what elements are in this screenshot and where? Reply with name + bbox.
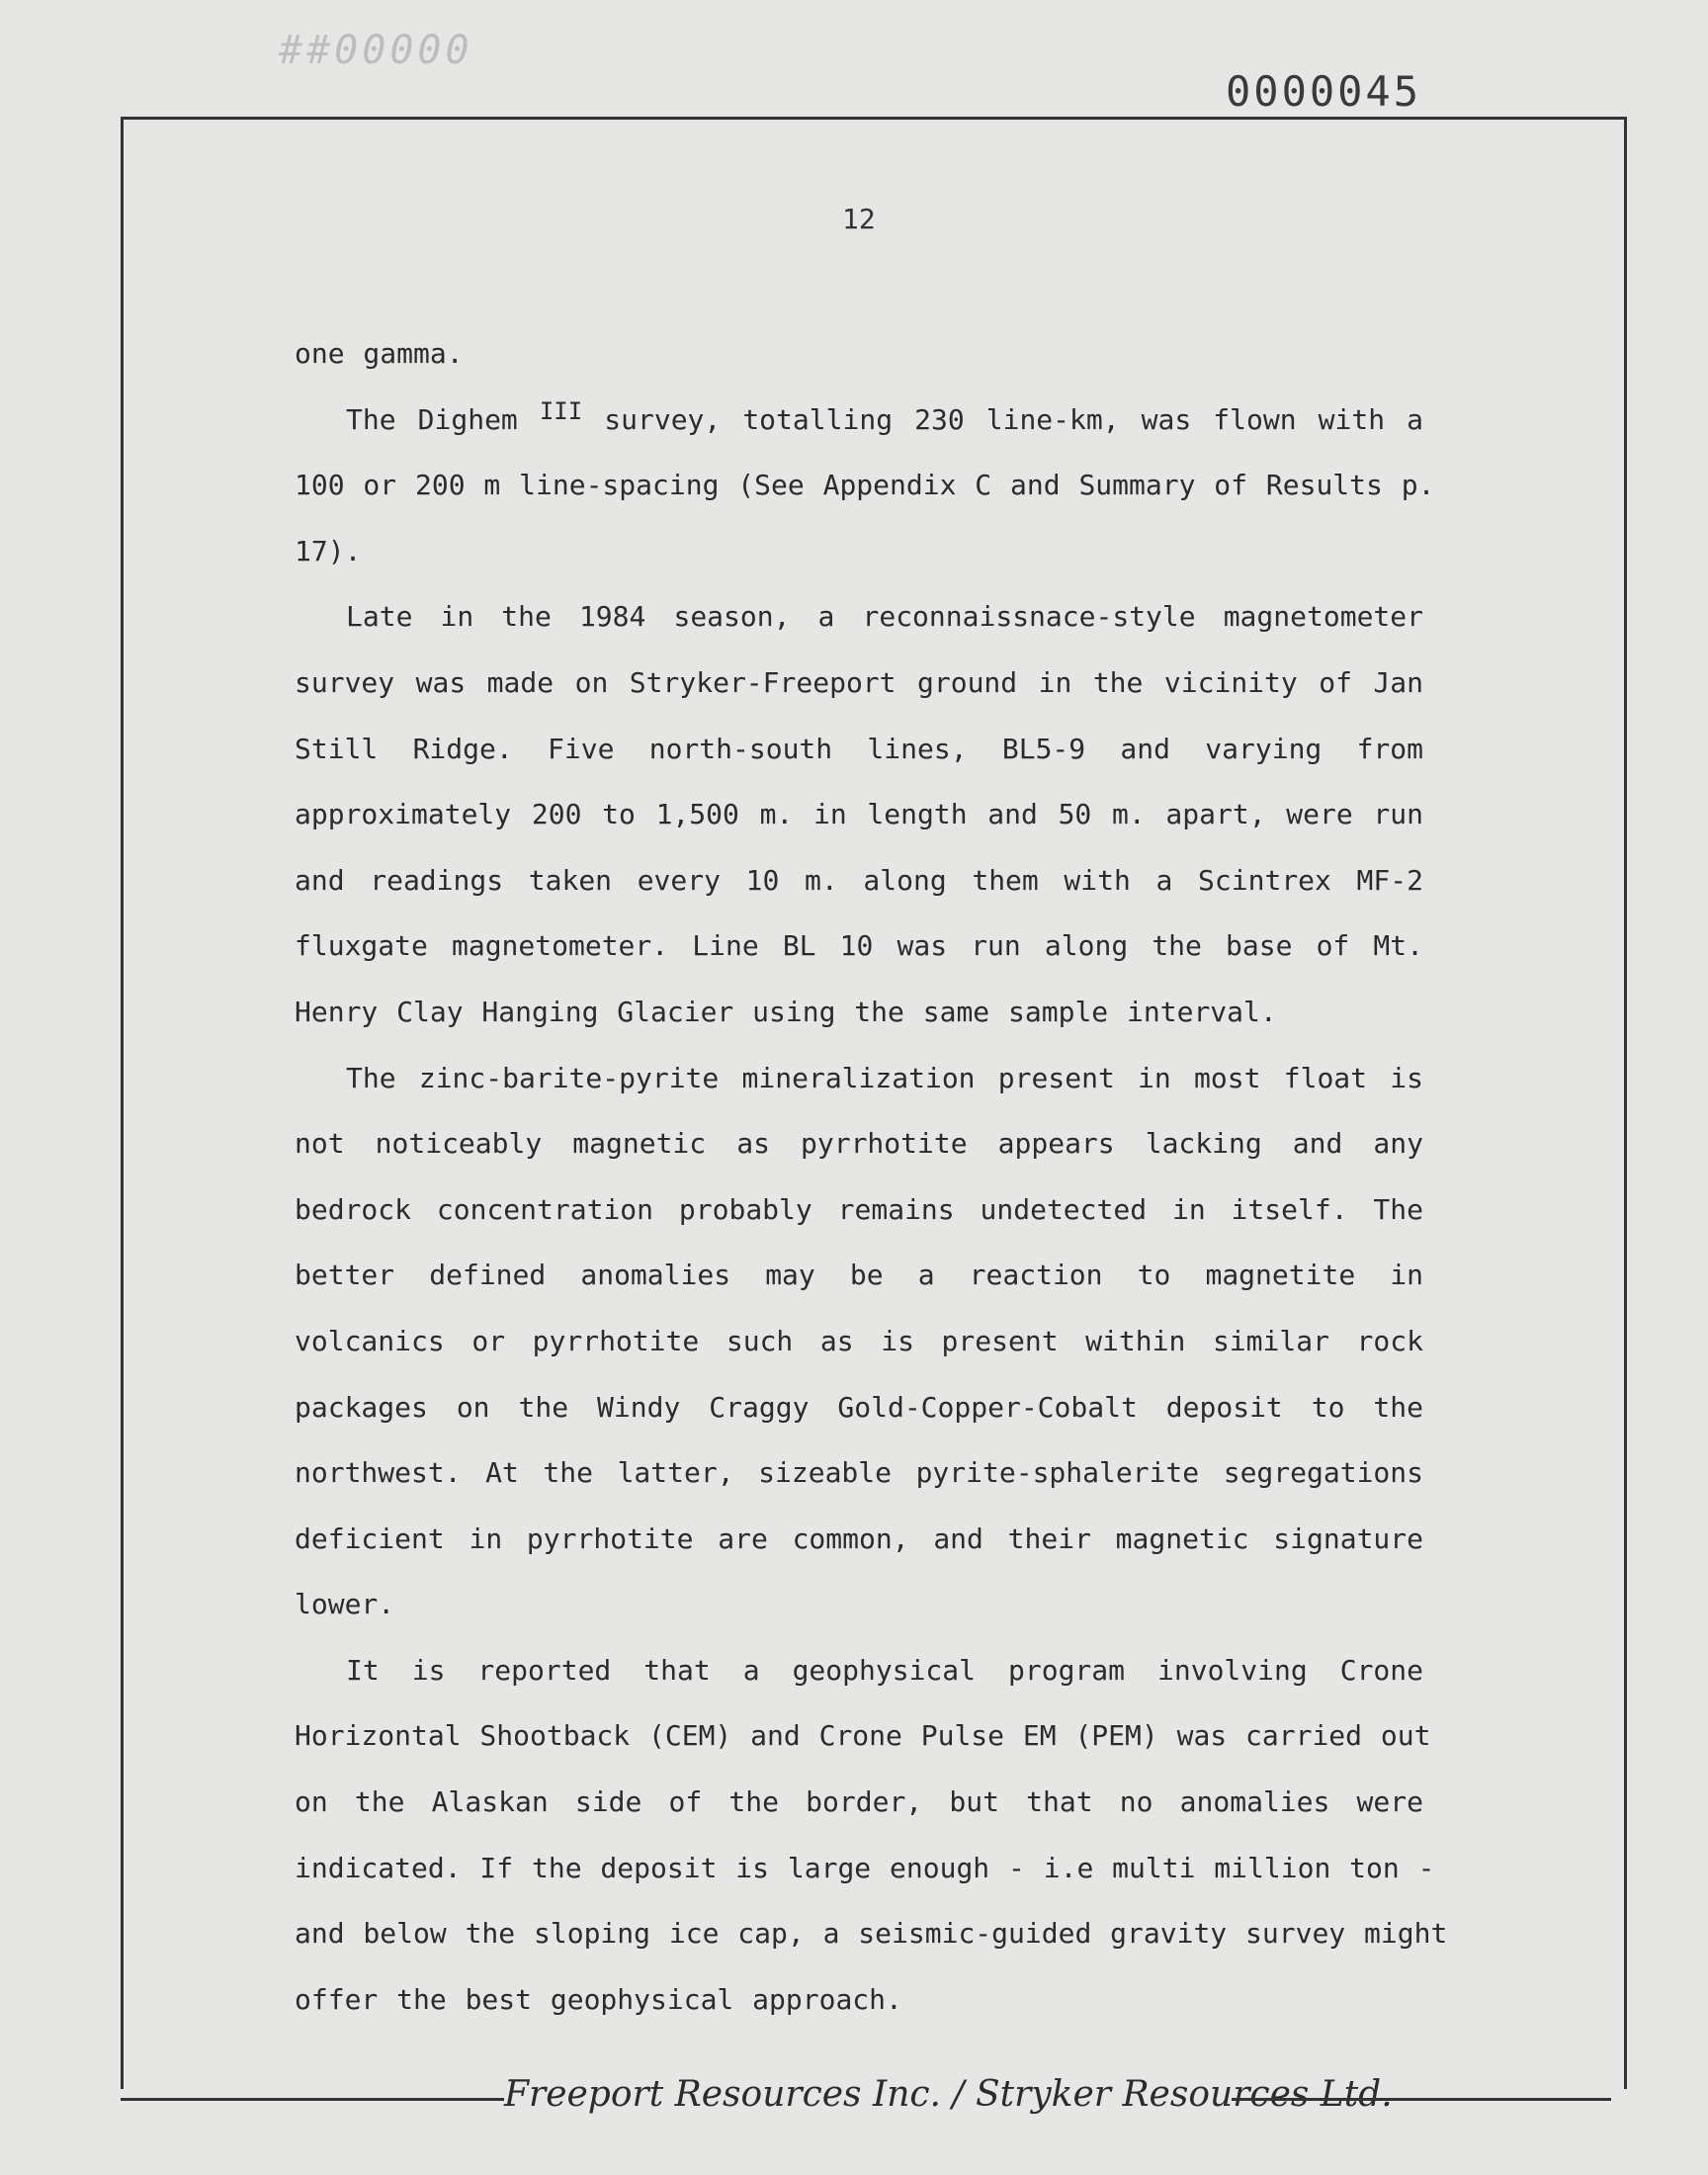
superscript-text: III bbox=[539, 396, 583, 425]
footer-rule-right bbox=[1232, 2098, 1611, 2101]
paragraph-line: The zinc-barite-pyrite mineralization present in most float is bbox=[346, 1061, 1423, 1094]
paragraph-line: northwest. At the latter, sizeable pyrite-sphalerite segregations bbox=[295, 1456, 1423, 1490]
faded-stamp-number: ##00000 bbox=[279, 28, 473, 73]
paragraph-line: bedrock concentration probably remains undetected in itself. The bbox=[295, 1192, 1423, 1226]
paragraph-line: volcanics or pyrrhotite such as is present within similar rock bbox=[295, 1324, 1423, 1357]
paragraph-line: packages on the Windy Craggy Gold-Copper-Cobalt deposit to the bbox=[295, 1390, 1423, 1424]
paragraph-line: one gamma. bbox=[295, 337, 464, 370]
paragraph-line: lower. bbox=[295, 1588, 395, 1621]
page-number: 12 bbox=[842, 203, 876, 235]
document-body bbox=[295, 332, 1448, 2044]
document-code-number: 0000045 bbox=[1226, 67, 1422, 116]
paragraph-line bbox=[295, 398, 1423, 465]
paragraph-line: not noticeably magnetic as pyrrhotite appears lacking and any bbox=[295, 1127, 1423, 1161]
paragraph-line: fluxgate magnetometer. Line BL 10 was run along the base of Mt. bbox=[295, 929, 1423, 963]
paragraph-text: survey, totalling 230 line-km, was flown with a bbox=[604, 402, 1423, 436]
footer-company-names: Freeport Resources Inc. / Stryker Resources Ltd. bbox=[504, 2074, 1393, 2115]
paragraph-line: and below the sloping ice cap, a seismic-guided gravity survey might bbox=[295, 1917, 1448, 1951]
paragraph-line: on the Alaskan side of the border, but that no anomalies were bbox=[295, 1785, 1423, 1819]
paragraph-line: 100 or 200 m line-spacing (See Appendix C and Summary of Results p. bbox=[295, 469, 1435, 502]
paragraph-line: survey was made on Stryker-Freeport ground in the vicinity of Jan bbox=[295, 665, 1423, 699]
paragraph-line: better defined anomalies may be a reaction to magnetite in bbox=[295, 1259, 1423, 1292]
paragraph-line: deficient in pyrrhotite are common, and their magnetic signature bbox=[295, 1522, 1423, 1555]
paragraph-line: 17). bbox=[295, 534, 362, 567]
paragraph-line: It is reported that a geophysical program involving Crone bbox=[346, 1653, 1423, 1687]
paragraph-text: The Dighem bbox=[346, 402, 518, 436]
paragraph-line: offer the best geophysical approach. bbox=[295, 1982, 902, 2016]
paragraph-line: Henry Clay Hanging Glacier using the same sample interval. bbox=[295, 995, 1277, 1028]
paragraph-line: indicated. If the deposit is large enough - i.e multi million ton - bbox=[295, 1851, 1435, 1884]
paragraph-line: Still Ridge. Five north-south lines, BL5-9 and varying from bbox=[295, 732, 1423, 765]
paragraph-line: Horizontal Shootback (CEM) and Crone Pulse EM (PEM) was carried out bbox=[295, 1719, 1431, 1753]
paragraph-line: and readings taken every 10 m. along them with a Scintrex MF-2 bbox=[295, 863, 1423, 897]
paragraph-line: Late in the 1984 season, a reconnaissnace-style magnetometer bbox=[346, 600, 1423, 634]
footer-rule-left bbox=[121, 2098, 504, 2101]
paragraph-line: approximately 200 to 1,500 m. in length and 50 m. apart, were run bbox=[295, 798, 1423, 831]
